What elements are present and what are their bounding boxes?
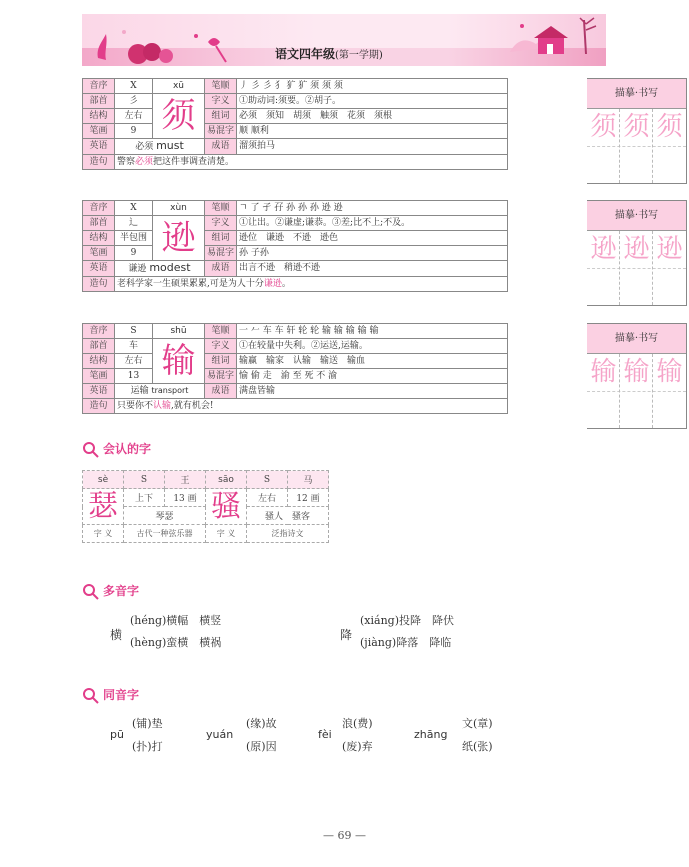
label-yinxu: 音序: [83, 79, 115, 94]
yinxu-value: S: [115, 324, 153, 339]
recognize-grid: [82, 470, 329, 543]
jiegou-value: 左右: [115, 354, 153, 369]
main-character: 输: [153, 339, 205, 384]
label-ziyi: 字义: [205, 216, 237, 231]
yingyu-cn: 谦逊: [128, 264, 147, 274]
homo-word: (扑)打: [132, 740, 163, 753]
homo-pinyin: yuán: [206, 728, 234, 741]
trace-cell[interactable]: [587, 109, 620, 183]
yingyu-en: modest: [149, 261, 191, 274]
label-yinxu: 音序: [83, 324, 115, 339]
ziyi-value: ①让出。②谦虚;谦恭。③差;比不上;不及。: [237, 216, 508, 231]
poly-reading: (hèng)蛮横 横祸: [130, 636, 222, 649]
section-title-text: 同音字: [103, 688, 140, 702]
label-yihunzi: 易混字: [205, 246, 237, 261]
rec-character: 瑟: [83, 489, 124, 525]
trace-char: 逊: [590, 234, 617, 264]
magnifier-icon: [82, 441, 100, 459]
trace-cell[interactable]: [653, 231, 686, 305]
recognize-table: [82, 470, 329, 546]
label-bishun: 笔顺: [205, 201, 237, 216]
main-character: 须: [153, 94, 205, 139]
practice-box: [587, 323, 687, 429]
label-chengyu: 成语: [205, 139, 237, 155]
homo-word: (废)弃: [342, 740, 373, 753]
label-yingyu: 英语: [83, 139, 115, 155]
yihunzi-value: 顺 顺利: [237, 124, 508, 139]
homo-word: (铺)垫: [132, 717, 163, 730]
label-zuci: 组词: [205, 109, 237, 124]
house-decoration-icon: [502, 14, 606, 66]
trace-char: 逊: [656, 234, 683, 264]
label-jiegou: 结构: [83, 231, 115, 246]
label-bushou: 部首: [83, 94, 115, 109]
trace-char: 须: [590, 112, 617, 142]
section-recognize-title: [82, 440, 151, 459]
poly-reading: (xiáng)投降 降伏: [360, 614, 454, 627]
bushou-value: 辶: [115, 216, 153, 231]
rec-meaning: 古代一种弦乐器: [124, 525, 206, 543]
trace-cell[interactable]: [620, 354, 653, 428]
sentence-pre: 老科学家一生硕果累累,可是为人十分: [117, 278, 264, 289]
trace-cell[interactable]: [587, 231, 620, 305]
chengyu-value: 满盘皆输: [237, 384, 508, 399]
label-chengyu: 成语: [205, 261, 237, 277]
poly-reading: (héng)横幅 横竖: [130, 614, 222, 627]
homo-word: (原)因: [246, 740, 277, 753]
rec-character: 骚: [206, 489, 247, 525]
label-bushou: 部首: [83, 216, 115, 231]
zuci-value: 逊位 谦逊 不逊 逊色: [237, 231, 508, 246]
rec-zuci: 琴瑟: [124, 507, 206, 525]
yihunzi-value: 孙 子孙: [237, 246, 508, 261]
rec-jiegou: 左右: [247, 489, 288, 507]
label-zaoju: 造句: [83, 277, 115, 292]
jiegou-value: 左右: [115, 109, 153, 124]
rec-zuci: 骚人 骚客: [247, 507, 329, 525]
ziyi-value: ①在较量中失利。②运送,运输。: [237, 339, 508, 354]
trace-char: 逊: [623, 234, 650, 264]
label-jiegou: 结构: [83, 354, 115, 369]
label-bushou: 部首: [83, 339, 115, 354]
rec-bihua: 13 画: [165, 489, 206, 507]
sentence-pre: 警察: [117, 156, 136, 167]
label-ziyi: 字义: [205, 339, 237, 354]
bihua-value: 9: [115, 124, 153, 139]
sentence-highlight: 认输: [153, 400, 172, 411]
label-bihua: 笔画: [83, 246, 115, 261]
chengyu-value: 溜须拍马: [237, 139, 508, 155]
sentence-highlight: 谦逊: [263, 278, 282, 289]
trace-cell[interactable]: [653, 354, 686, 428]
yingyu-en: transport: [151, 386, 189, 395]
section-polyphonic-title: [82, 582, 139, 601]
sentence-pre: 只要你不: [117, 400, 154, 411]
rec-yinxu: S: [124, 471, 165, 489]
yingyu-value: [115, 139, 205, 155]
pinyin-value: xū: [153, 79, 205, 94]
yingyu-en: must: [156, 139, 184, 152]
sentence: [115, 277, 508, 292]
rec-pinyin: sè: [83, 471, 124, 489]
page-header: [82, 14, 606, 66]
label-yihunzi: 易混字: [205, 369, 237, 384]
rec-jiegou: 上下: [124, 489, 165, 507]
poly-reading: (jiàng)降落 降临: [360, 636, 452, 649]
practice-title: 描摹·书写: [587, 79, 686, 109]
sentence-post: ,就有机会!: [171, 400, 214, 411]
char-card-shu: [82, 323, 683, 429]
bishun-value: 丿 彡 彡 犭 犷 犷 须 须 须: [237, 79, 508, 94]
pinyin-value: xùn: [153, 201, 205, 216]
section-homophone-title: [82, 686, 139, 705]
label-ziyi: 字义: [205, 94, 237, 109]
homo-pinyin: pū: [110, 728, 124, 741]
practice-box: [587, 78, 687, 184]
homo-word: 文(章): [462, 717, 493, 730]
sentence: [115, 399, 508, 414]
bihua-value: 9: [115, 246, 153, 261]
page-number: — 69 —: [323, 829, 366, 842]
label-yingyu: 英语: [83, 261, 115, 277]
rec-bushou: 王: [165, 471, 206, 489]
yingyu-cn: 必须: [135, 142, 154, 152]
sentence-post: 把这件事调查清楚。: [153, 156, 235, 167]
poly-char: 横: [110, 628, 123, 642]
trace-cell[interactable]: [620, 109, 653, 183]
pinyin-value: shū: [153, 324, 205, 339]
ziyi-value: ①助动词:须要。②胡子。: [237, 94, 508, 109]
trace-char: 输: [656, 357, 683, 387]
practice-cells: [587, 109, 686, 183]
rec-pinyin: sāo: [206, 471, 247, 489]
bishun-value: ㄱ 了 孑 孖 孙 孙 孙 逊 逊: [237, 201, 508, 216]
zuci-value: 必须 须知 胡须 触须 花须 须根: [237, 109, 508, 124]
practice-title: 描摹·书写: [587, 201, 686, 231]
poly-char: 降: [340, 628, 353, 642]
zuci-value: 输赢 输家 认输 输送 输血: [237, 354, 508, 369]
homo-word: 浪(费): [342, 717, 373, 730]
trace-char: 输: [590, 357, 617, 387]
label-zaoju: 造句: [83, 399, 115, 414]
main-character: 逊: [153, 216, 205, 261]
practice-cells: [587, 354, 686, 428]
yinxu-value: X: [115, 79, 153, 94]
label-bihua: 笔画: [83, 124, 115, 139]
section-title-text: 多音字: [103, 584, 140, 598]
term-text: (第一学期): [335, 50, 383, 61]
trace-char: 须: [623, 112, 650, 142]
label-chengyu: 成语: [205, 384, 237, 399]
rec-meaning: 泛指诗文: [247, 525, 329, 543]
char-info-table: [82, 323, 508, 414]
label-zaoju: 造句: [83, 155, 115, 170]
magnifier-icon: [82, 583, 100, 601]
sentence-post: 。: [281, 278, 291, 289]
trace-char: 须: [656, 112, 683, 142]
sentence: [115, 155, 508, 170]
homo-pinyin: zhāng: [414, 728, 448, 741]
trace-cell[interactable]: [653, 109, 686, 183]
char-card-xun: [82, 200, 683, 306]
homo-pinyin: fèi: [318, 728, 332, 741]
page-title: [275, 45, 383, 62]
char-card-xu: [82, 78, 683, 184]
label-zuci: 组词: [205, 231, 237, 246]
practice-cells: [587, 231, 686, 305]
title-text: 语文四年级: [275, 47, 336, 61]
bushou-value: 彡: [115, 94, 153, 109]
label-yihunzi: 易混字: [205, 124, 237, 139]
label-bishun: 笔顺: [205, 79, 237, 94]
label-bishun: 笔顺: [205, 324, 237, 339]
rec-bushou: 马: [288, 471, 329, 489]
bushou-value: 车: [115, 339, 153, 354]
label-bihua: 笔画: [83, 369, 115, 384]
label-yinxu: 音序: [83, 201, 115, 216]
label-zuci: 组词: [205, 354, 237, 369]
char-info-table: [82, 78, 508, 170]
trace-char: 输: [623, 357, 650, 387]
yinxu-value: X: [115, 201, 153, 216]
yingyu-cn: 运输: [130, 386, 149, 396]
trace-cell[interactable]: [587, 354, 620, 428]
jiegou-value: 半包围: [115, 231, 153, 246]
rec-bihua: 12 画: [288, 489, 329, 507]
yihunzi-value: 愉 偷 走 渝 至 死 不 渝: [237, 369, 508, 384]
rec-label: 字 义: [83, 525, 124, 543]
trace-cell[interactable]: [620, 231, 653, 305]
chengyu-value: 出言不逊 稍逊不逊: [237, 261, 508, 277]
practice-box: [587, 200, 687, 306]
magnifier-icon: [82, 687, 100, 705]
homo-word: (缘)故: [246, 717, 277, 730]
sentence-highlight: 必须: [135, 156, 154, 167]
label-yingyu: 英语: [83, 384, 115, 399]
bihua-value: 13: [115, 369, 153, 384]
char-info-table: [82, 200, 508, 292]
practice-title: 描摹·书写: [587, 324, 686, 354]
section-title-text: 会认的字: [103, 442, 152, 456]
homo-word: 纸(张): [462, 740, 493, 753]
yingyu-value: [115, 261, 205, 277]
rec-yinxu: S: [247, 471, 288, 489]
flower-decoration-icon: [88, 22, 238, 66]
bishun-value: 一 𠂉 车 车 轩 轮 轮 输 输 输 输 输: [237, 324, 508, 339]
label-jiegou: 结构: [83, 109, 115, 124]
rec-label: 字 义: [206, 525, 247, 543]
yingyu-value: [115, 384, 205, 399]
